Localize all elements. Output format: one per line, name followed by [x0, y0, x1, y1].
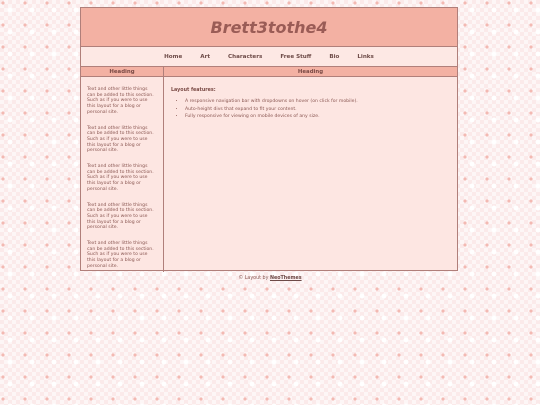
sidebar-text-block: Text and other little things can be added to this section. Such as if you were to use this layout for a blog or personal site.: [87, 164, 154, 192]
navigation-bar: [81, 47, 457, 67]
main-heading: Heading: [164, 67, 457, 77]
nav-home[interactable]: Home: [164, 53, 183, 60]
footer: [0, 276, 540, 281]
nav-free-stuff[interactable]: Free Stuff: [280, 53, 312, 60]
nav-links[interactable]: Links: [357, 53, 374, 60]
feature-item: • Auto-height divs that expand to fit your content.: [185, 106, 450, 114]
feature-item: • Fully responsive for viewing on mobile devices of any size.: [185, 113, 450, 121]
layout-container: [80, 7, 458, 271]
sidebar-text-block: Text and other little things can be added to this section. Such as if you were to use this layout for a blog or personal site.: [87, 241, 154, 269]
footer-link-neothemes[interactable]: NeoThemes: [269, 276, 302, 281]
nav-characters[interactable]: Characters: [228, 53, 263, 60]
sidebar: [81, 67, 164, 272]
sidebar-text-block: Text and other little things can be added to this section. Such as if you were to use this layout for a blog or personal site.: [87, 202, 154, 231]
sidebar-content: [81, 87, 163, 270]
footer-credit: © Layout by: [238, 276, 270, 281]
sidebar-text-block: Text and other little things can be added to this section. Such as if you were to use this layout for a blog or personal site.: [87, 125, 154, 154]
site-header: [81, 8, 457, 47]
features-section: [164, 77, 457, 132]
feature-item: • A responsive navigation bar with dropdowns on hover (on click for mobile).: [185, 98, 450, 106]
features-list: [171, 98, 450, 121]
sidebar-text-block: Text and other little things can be added to this section. Such as if you were to use this layout for a blog or personal site.: [87, 87, 154, 115]
site-title[interactable]: Brett3tothe4: [210, 17, 328, 37]
nav-art[interactable]: Art: [200, 53, 211, 60]
sidebar-heading: Heading: [81, 67, 163, 77]
nav-bio[interactable]: Bio: [329, 53, 340, 60]
content-columns: [81, 67, 457, 272]
main-content: [164, 67, 457, 272]
features-title: Layout features:: [171, 88, 216, 93]
